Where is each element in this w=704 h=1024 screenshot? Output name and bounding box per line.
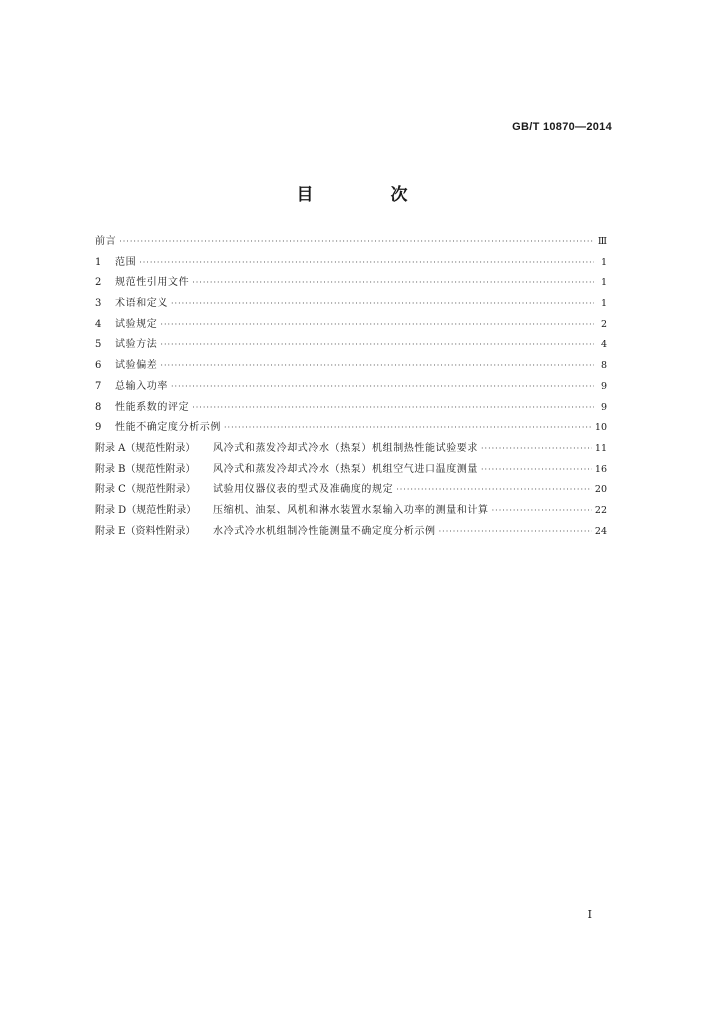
toc-entry-number: 2: [95, 277, 102, 289]
toc-leader-dots: [481, 444, 592, 453]
toc-entry-number: 3: [95, 298, 102, 310]
toc-entry-label: 总输入功率: [115, 380, 168, 392]
toc-entry-foreword[interactable]: [95, 232, 607, 253]
toc-leader-dots: [396, 485, 592, 494]
page-number: I: [587, 908, 592, 921]
toc-leader-dots: [160, 340, 594, 349]
toc-entry-label: 范围: [115, 256, 137, 268]
toc-entry-appendix-d[interactable]: [95, 501, 607, 522]
toc-entry-number: 4: [95, 318, 102, 330]
toc-entry-number: 附录 B（规范性附录）: [95, 463, 196, 475]
toc-entry-number: 8: [95, 401, 102, 413]
toc-leader-dots: [481, 465, 592, 474]
toc-entry-page: 8: [600, 360, 607, 372]
toc-entry-page: 1: [600, 256, 607, 268]
toc-entry-number: 附录 C（规范性附录）: [95, 484, 196, 496]
toc-entry-7[interactable]: [95, 377, 607, 398]
toc-entry-3[interactable]: [95, 294, 607, 315]
table-of-contents: [95, 232, 607, 542]
toc-entry-page: 2: [600, 318, 607, 330]
toc-entry-page: 9: [600, 401, 607, 413]
toc-entry-page: 10: [594, 422, 607, 434]
toc-entry-number: 9: [95, 422, 102, 434]
toc-entry-label: 规范性引用文件: [115, 277, 190, 289]
toc-entry-label: 试验规定: [115, 318, 158, 330]
toc-leader-dots: [192, 403, 594, 412]
toc-entry-page: 16: [594, 463, 607, 475]
toc-entry-6[interactable]: [95, 356, 607, 377]
toc-entry-page: 9: [600, 380, 607, 392]
toc-entry-4[interactable]: [95, 315, 607, 336]
toc-entry-label: 性能系数的评定: [115, 401, 190, 413]
toc-entry-label: 试验偏差: [115, 360, 158, 372]
toc-entry-label: 水冷式冷水机组制冷性能测量不确定度分析示例: [213, 525, 436, 537]
toc-entry-label: 压缩机、油泵、风机和淋水装置水泵输入功率的测量和计算: [213, 504, 489, 516]
toc-entry-number: 1: [95, 256, 102, 268]
toc-entry-number: 5: [95, 339, 102, 351]
toc-leader-dots: [439, 527, 592, 536]
toc-entry-page: 24: [594, 525, 607, 537]
toc-leader-dots: [492, 506, 592, 515]
toc-entry-label: 性能不确定度分析示例: [115, 422, 221, 434]
toc-entry-number: 附录 D（规范性附录）: [95, 504, 197, 516]
toc-entry-number: 6: [95, 360, 102, 372]
toc-leader-dots: [139, 258, 594, 267]
toc-leader-dots: [171, 382, 594, 391]
toc-entry-label: 试验用仪器仪表的型式及准确度的规定: [213, 484, 394, 496]
toc-entry-page: Ⅲ: [597, 236, 607, 247]
toc-entry-page: 1: [600, 298, 607, 310]
toc-entry-8[interactable]: [95, 398, 607, 419]
toc-entry-page: 11: [594, 442, 607, 454]
toc-entry-number: 附录 E（资料性附录）: [95, 525, 196, 537]
toc-entry-label: 试验方法: [115, 339, 158, 351]
toc-entry-label: 风冷式和蒸发冷却式冷水（热泵）机组空气进口温度测量: [213, 463, 478, 475]
toc-entry-1[interactable]: [95, 253, 607, 274]
toc-entry-9[interactable]: [95, 418, 607, 439]
toc-entry-appendix-c[interactable]: [95, 480, 607, 501]
toc-entry-number: 附录 A（规范性附录）: [95, 442, 196, 454]
toc-entry-appendix-b[interactable]: [95, 460, 607, 481]
page-title: 目 次: [296, 185, 438, 205]
toc-leader-dots: [224, 423, 592, 432]
toc-leader-dots: [160, 320, 594, 329]
toc-entry-page: 4: [600, 339, 607, 351]
toc-leader-dots: [160, 361, 594, 370]
toc-entry-2[interactable]: [95, 273, 607, 294]
toc-entry-page: 22: [594, 504, 607, 516]
toc-leader-dots: [192, 278, 594, 287]
toc-entry-appendix-a[interactable]: [95, 439, 607, 460]
toc-leader-dots: [171, 299, 594, 308]
toc-entry-5[interactable]: [95, 335, 607, 356]
toc-entry-label: 术语和定义: [115, 298, 168, 310]
toc-entry-appendix-e[interactable]: [95, 522, 607, 543]
standard-code: GB/T 10870—2014: [512, 121, 612, 133]
toc-entry-page: 1: [600, 277, 607, 289]
toc-entry-page: 20: [594, 484, 607, 496]
toc-entry-number: 7: [95, 380, 102, 392]
toc-entry-label: 风冷式和蒸发冷却式冷水（热泵）机组制热性能试验要求: [213, 442, 478, 454]
toc-entry-label: 前言: [95, 236, 117, 247]
toc-leader-dots: [119, 237, 594, 246]
